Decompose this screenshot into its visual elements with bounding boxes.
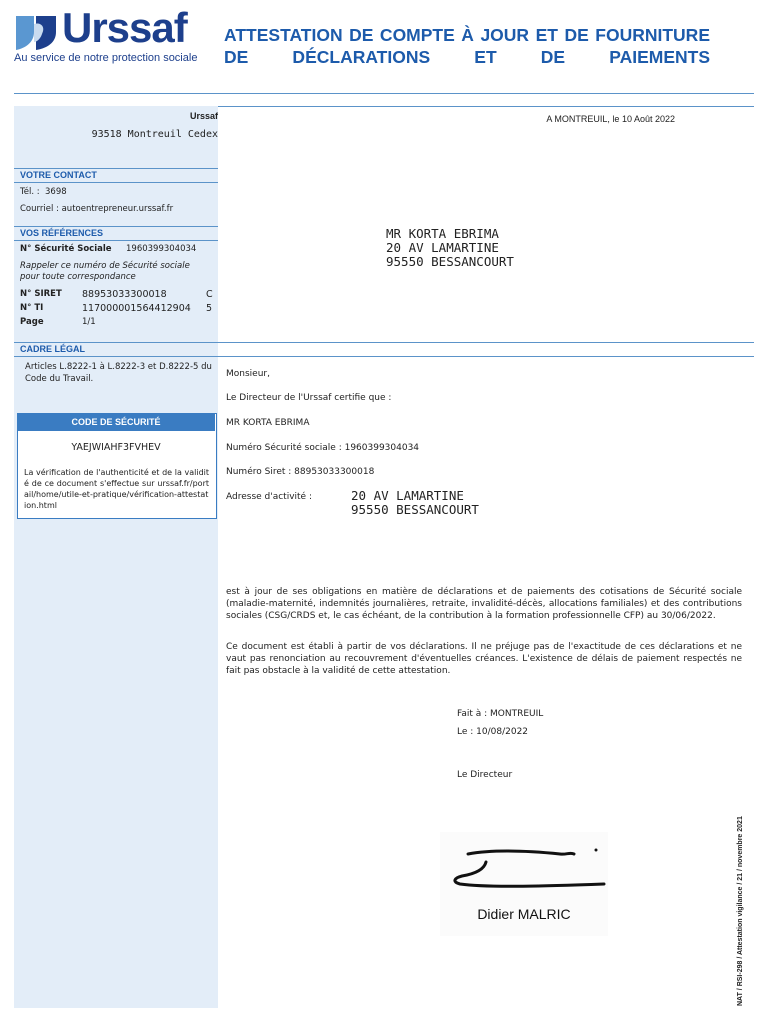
place-date: A MONTREUIL, le 10 Août 2022 [546,114,675,124]
legal-line-top [14,342,754,343]
email-label: Courriel : [20,204,59,214]
signatory-name: Didier MALRIC [477,906,571,922]
recipient-line-3: 95550 BESSANCOURT [386,254,514,269]
refs-heading: VOS RÉFÉRENCES [20,228,104,238]
done-on: Le : 10/08/2022 [457,727,529,737]
done-at: Fait à : MONTREUIL [457,709,544,719]
header-divider [14,93,754,94]
contact-tel [20,187,67,197]
tel-value: 3698 [45,187,67,197]
contact-heading: VOTRE CONTACT [20,170,97,180]
ss-value: 1960399304034 [126,244,197,254]
signatory-title: Le Directeur [457,770,513,780]
header-divider-2 [218,106,754,107]
legal-text: Articles L.8222-1 à L.8222-3 et D.8222-5 du Code du Travail. [25,362,212,384]
subject-name: MR KORTA EBRIMA [226,418,310,428]
page-label: Page [20,317,44,327]
document-title: ATTESTATION DE COMPTE À JOUR ET DE FOURNITURE DE DÉCLARATIONS ET DE PAIEMENTS [224,25,710,67]
ss-label: N° Sécurité Sociale [20,244,112,254]
page-value: 1/1 [82,317,96,327]
security-code: YAEJWIAHF3FVHEV [71,442,161,453]
logo-tagline: Au service de notre protection sociale [14,52,198,64]
recipient-line-1: MR KORTA EBRIMA [386,226,499,241]
legal-line-bottom [14,356,754,357]
contact-line-top [14,168,218,169]
activity-address [351,489,479,517]
paragraph-2: Ce document est établi à partir de vos déclarations. Il ne préjuge pas de l'exactitude de ces déclarations et ne vaut pas renonciation au recouvrement d'éventuelles créances. L'existence de délais de paiement respectés ne fait pas obstacle à la validité de cette attestation. [226,642,742,676]
paragraph-1: est à jour de ses obligations en matière de déclarations et de paiements des cotisations de Sécurité sociale (maladie-maternité, indemnités journalières, retraite, invalidité-décès, allocations familiales) et des contributions sociales (CSG/CRDS et, le cas échéant, de la contribution à la formation professionnelle CFP) au 30/06/2022. [226,587,742,621]
intro: Le Directeur de l'Urssaf certifie que : [226,393,392,403]
logo-wordmark: Urssaf [62,4,187,51]
siret-value: 88953033300018 [82,289,167,300]
activity-line-2: 95550 BESSANCOURT [351,502,479,517]
logo-shield-icon [12,12,60,52]
urssaf-logo [12,12,60,52]
sender-address: 93518 Montreuil Cedex [91,129,218,140]
security-heading: CODE DE SÉCURITÉ [17,413,215,431]
footer-code: NAT / RSI-298 / Attestation vigilance / 21 / novembre 2021 [737,816,744,1006]
siret-label: N° SIRET [20,289,62,299]
ti-label: N° TI [20,303,44,313]
contact-email [20,204,173,214]
refs-line-bottom [14,240,218,241]
tel-label: Tél. : [20,187,40,197]
sidebar [14,106,218,1008]
recipient-line-2: 20 AV LAMARTINE [386,240,499,255]
subject-siret: Numéro Siret : 88953033300018 [226,467,375,477]
sender-name: Urssaf [189,111,218,121]
signature-icon [440,832,608,902]
siret-suffix: C [206,289,213,300]
email-value: autoentrepreneur.urssaf.fr [61,204,174,214]
salutation: Monsieur, [226,369,270,379]
subject-ss: Numéro Sécurité sociale : 1960399304034 [226,443,420,453]
security-text: La vérification de l'authenticité et de la validité de ce document s'effectue sur urssaf.fr/portail/home/utile-et-pratique/vérification-attestation.html [24,468,209,510]
ti-suffix: 5 [206,303,213,314]
activity-line-1: 20 AV LAMARTINE [351,488,464,503]
contact-line-bottom [14,182,218,183]
legal-heading: CADRE LÉGAL [20,344,85,354]
recipient-address [386,227,514,269]
refs-line-top [14,226,218,227]
ss-reminder: Rappeler ce numéro de Sécurité sociale pour toute correspondance [20,261,190,282]
ti-value: 117000001564412904 [82,303,191,314]
activity-label: Adresse d'activité : [226,492,312,502]
